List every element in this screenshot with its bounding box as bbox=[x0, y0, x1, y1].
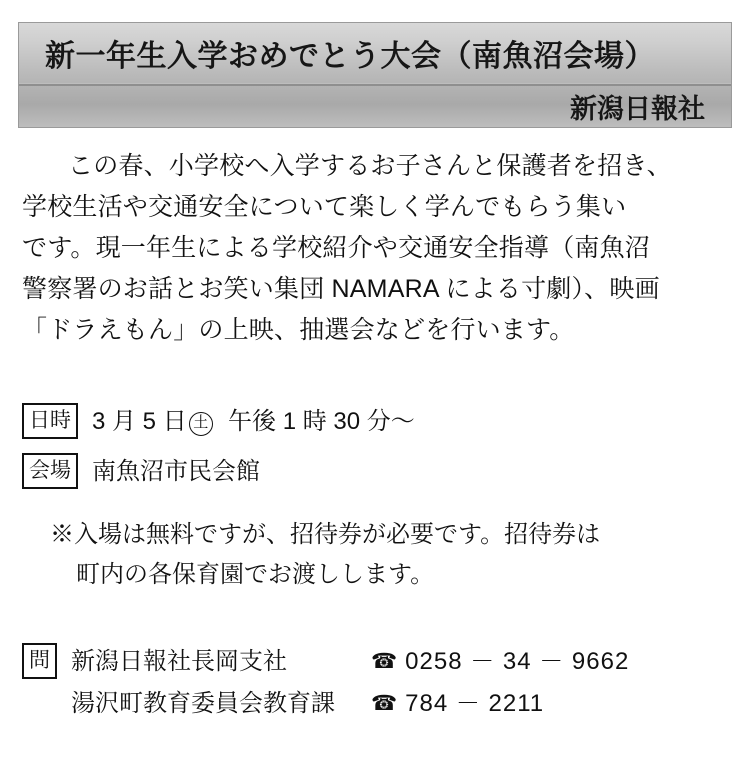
detail-value-venue: 南魚沼市民会館 bbox=[92, 458, 260, 485]
note-line-2: 町内の各保育園でお渡しします。 bbox=[76, 561, 435, 588]
document-body bbox=[0, 146, 750, 725]
contact-org-2: 湯沢町教育委員会教育課 bbox=[71, 690, 335, 717]
detail-tag-datetime: 日時 bbox=[22, 403, 78, 439]
banner-source: 新潟日報社 bbox=[570, 94, 705, 124]
detail-time: 午後 1 時 30 分〜 bbox=[228, 408, 415, 435]
admission-note bbox=[22, 515, 728, 595]
detail-value-datetime bbox=[92, 403, 415, 438]
telephone-icon: ☎ bbox=[371, 692, 398, 715]
contact-org-1: 新潟日報社長岡支社 bbox=[71, 648, 287, 675]
lead-line-5: 「ドラえもん」の上映、抽選会などを行います。 bbox=[22, 316, 575, 344]
weekday-circle-icon: 土 bbox=[189, 412, 213, 436]
contact-lines bbox=[71, 641, 629, 725]
contact-line-1 bbox=[71, 641, 629, 683]
detail-tag-venue: 会場 bbox=[22, 453, 78, 489]
detail-row-datetime bbox=[22, 403, 728, 439]
contact-tag: 問 bbox=[22, 643, 57, 679]
banner-title: 新一年生入学おめでとう大会（南魚沼会場） bbox=[45, 40, 655, 73]
lead-line-3: です。現一年生による学校紹介や交通安全指導（南魚沼 bbox=[22, 234, 651, 262]
detail-date: 3 月 5 日 bbox=[92, 408, 187, 435]
lead-line-4: 警察署のお話とお笑い集団 NAMARA による寸劇）、映画 bbox=[22, 275, 660, 303]
detail-list bbox=[22, 403, 728, 489]
contact-line-2 bbox=[71, 683, 629, 725]
contact-block bbox=[22, 641, 728, 725]
contact-phone-1: 0258 － 34 － 9662 bbox=[405, 648, 630, 675]
contact-phone-2: 784 － 2211 bbox=[405, 690, 545, 717]
note-line-1: ※入場は無料ですが、招待券が必要です。招待券は bbox=[50, 521, 601, 548]
lead-line-2: 学校生活や交通安全について楽しく学んでもらう集い bbox=[22, 193, 627, 221]
lead-line-1-text: この春、小学校へ入学するお子さんと保護者を招き、 bbox=[68, 152, 672, 180]
telephone-icon: ☎ bbox=[371, 650, 398, 673]
lead-line-1 bbox=[22, 146, 728, 187]
banner-divider bbox=[19, 83, 731, 86]
detail-row-venue bbox=[22, 453, 728, 489]
lead-paragraph bbox=[22, 146, 728, 351]
header-banner bbox=[18, 22, 732, 128]
